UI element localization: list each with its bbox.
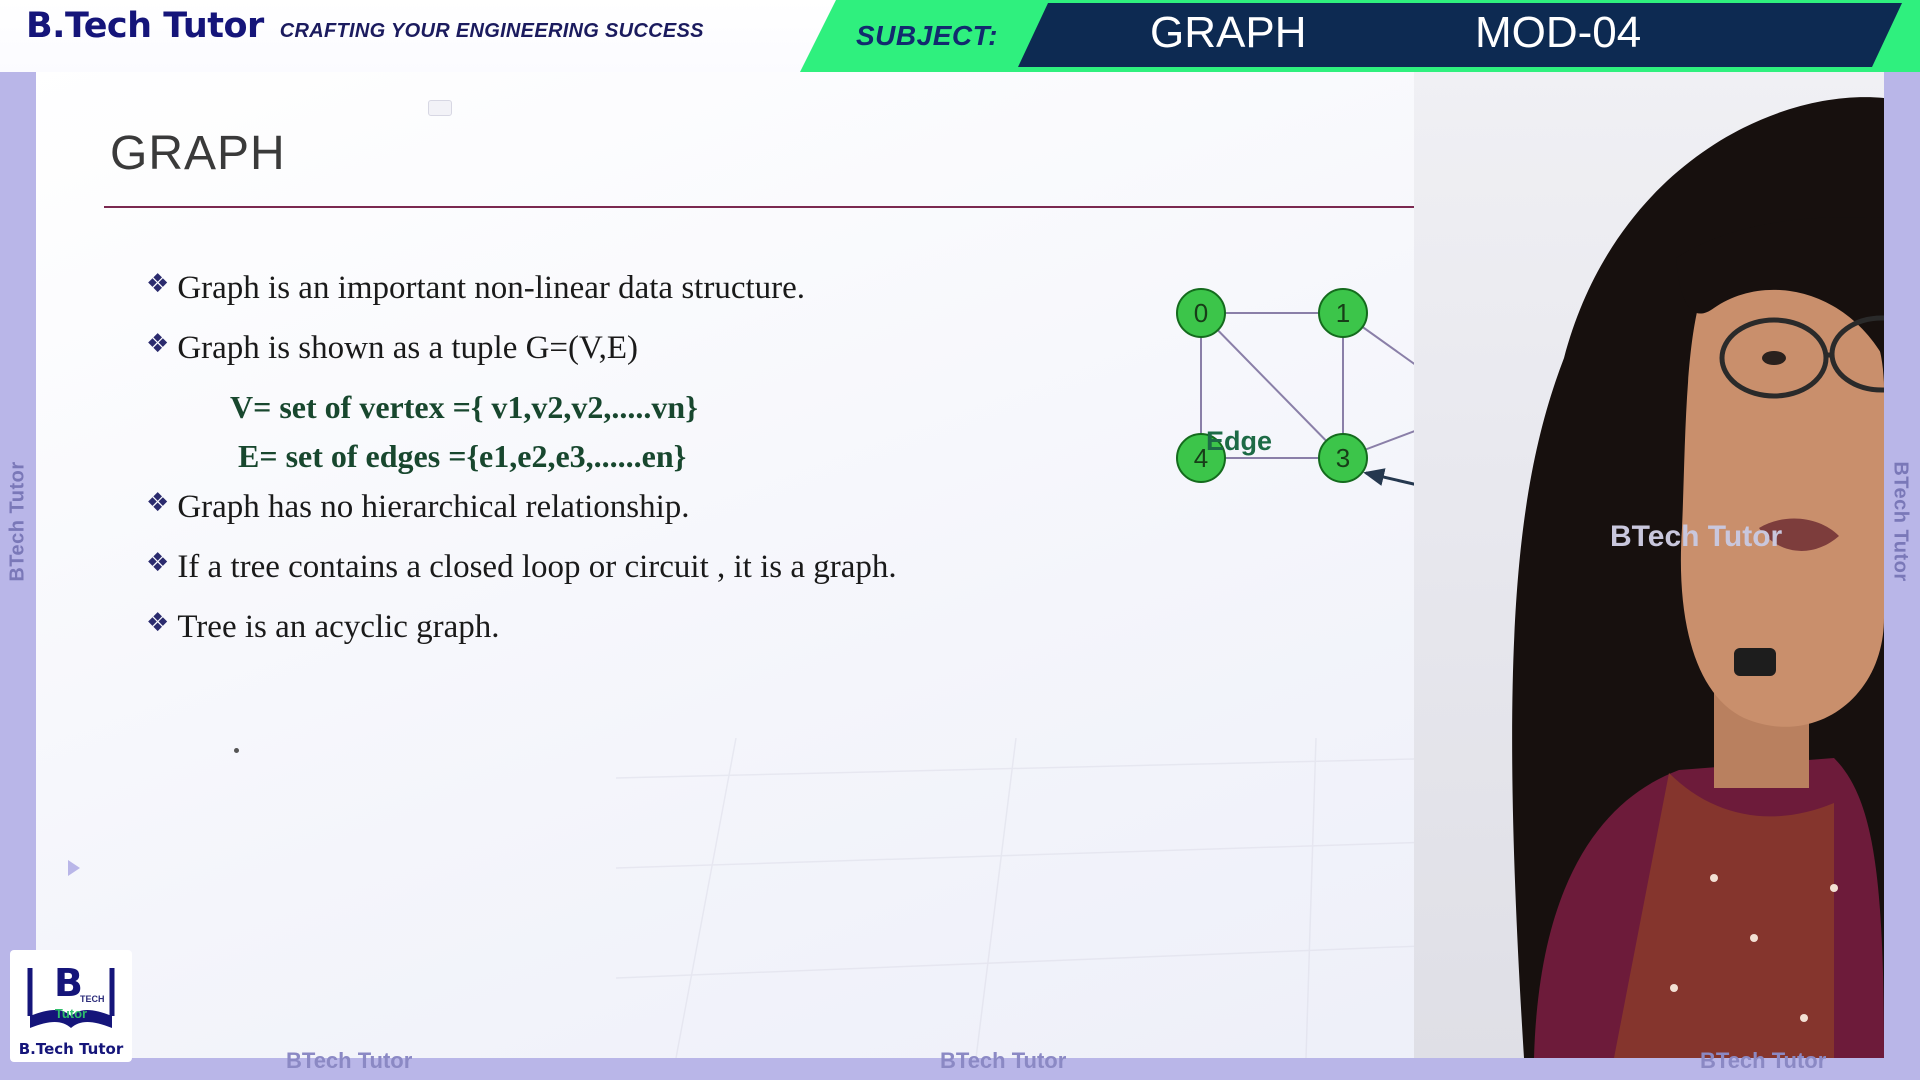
module-number: MOD-04 [1475,8,1642,57]
bullet-marker-icon: ❖ [146,487,170,518]
subject-label: SUBJECT: [856,20,998,51]
definition-edge-set: E= set of edges ={e1,e2,e3,......en} [238,437,687,474]
bullet-text: Graph is an important non-linear data structure. [177,270,806,306]
watermark-bottom-3: BTech Tutor [1700,1048,1827,1073]
presenter-figure [1414,58,1884,1058]
slide-stray-dot [234,748,239,753]
channel-logo [10,950,132,1062]
watermark-bottom-1: BTech Tutor [286,1048,413,1073]
bullet-text: If a tree contains a closed loop or circuit , it is a graph. [177,548,897,585]
list-item [146,607,1176,648]
bullet-text: Graph is shown as a tuple G=(V,E) [177,330,638,367]
bullet-marker-icon: ❖ [146,329,170,360]
watermark-right: BTech Tutor [1889,461,1912,582]
list-item [146,547,1176,588]
graph-node-1: 1 [1318,288,1368,338]
slide-left-arrow-icon [66,858,82,878]
definition-vertex-set: V= set of vertex ={ v1,v2,v2,.....vn} [230,388,698,425]
edge-annotation-label: Edge [1206,426,1273,456]
bullet-marker-icon: ❖ [146,608,170,638]
logo-book-icon [10,950,132,1046]
graph-node-3: 3 [1318,433,1368,483]
bullet-text: Tree is an acyclic graph. [177,609,500,645]
logo-tech-text: TECH [80,994,105,1004]
bullet-text: Graph has no hierarchical relationship. [177,488,690,525]
watermark-left: BTech Tutor [6,461,29,582]
logo-title: B.Tech Tutor [18,1040,124,1058]
brand [26,6,704,46]
brand-title: B.Tech Tutor [26,6,264,46]
list-item [146,328,1176,369]
center-watermark: BTech Tutor [1610,520,1783,553]
slide-stray-placeholder [428,100,452,116]
graph-node-4: 4 [1176,433,1226,483]
svg-text:B: B [54,961,83,1005]
presenter-video [1414,58,1884,1058]
page-title: GRAPH [110,127,286,180]
subject-name: GRAPH [1150,8,1307,57]
bullet-list [146,268,1176,667]
list-item [146,268,1176,309]
watermark-bottom-2: BTech Tutor [940,1048,1067,1073]
graph-node-0: 0 [1176,288,1226,338]
bullet-marker-icon: ❖ [146,547,170,578]
bullet-marker-icon: ❖ [146,269,170,299]
logo-sub-text: Tutor [54,1006,88,1021]
list-item [146,487,1176,528]
brand-tagline: CRAFTING YOUR ENGINEERING SUCCESS [279,20,704,42]
